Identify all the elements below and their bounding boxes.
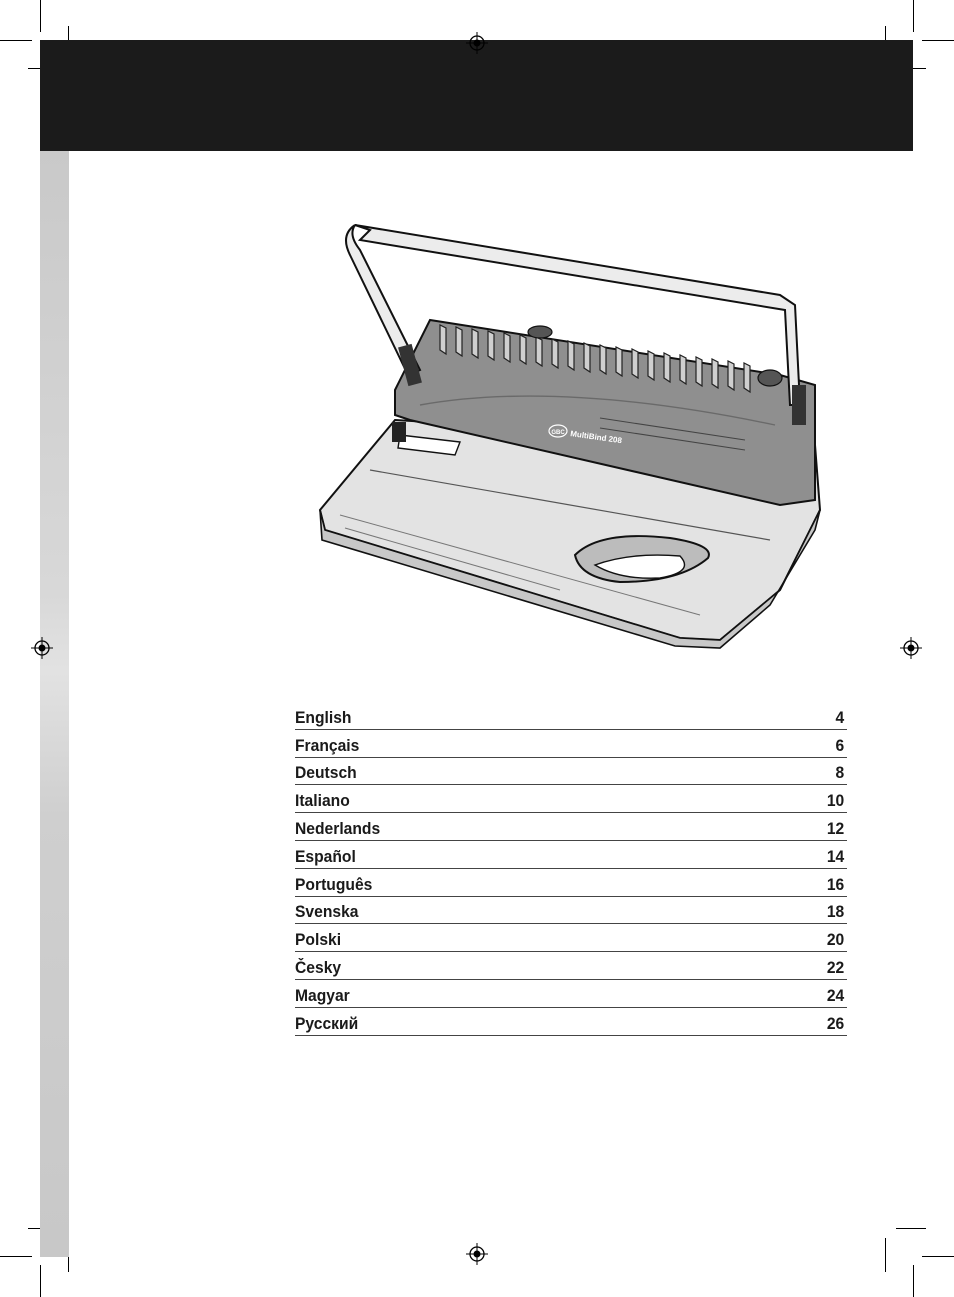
toc-row[interactable] — [295, 785, 847, 813]
language-name: Polski — [295, 930, 342, 950]
toc-row[interactable] — [295, 730, 847, 758]
language-name: Français — [295, 735, 360, 755]
brand-label: GBC — [551, 430, 565, 436]
language-name: Italiano — [295, 791, 350, 811]
page-number: 18 — [826, 902, 845, 922]
side-strip — [40, 151, 69, 1257]
toc-row[interactable] — [295, 1008, 847, 1036]
toc-row[interactable] — [295, 702, 847, 730]
page-number: 12 — [826, 818, 845, 838]
page-number: 24 — [826, 985, 845, 1005]
registration-mark-icon — [466, 32, 488, 54]
page-number: 26 — [826, 1013, 845, 1033]
binding-machine-illustration — [300, 210, 840, 650]
page-number: 16 — [826, 874, 845, 894]
toc-row[interactable] — [295, 897, 847, 925]
page-number: 14 — [826, 846, 845, 866]
language-name: Español — [295, 846, 356, 866]
toc-row[interactable] — [295, 813, 847, 841]
language-name: English — [295, 707, 352, 727]
language-name: Português — [295, 874, 373, 894]
toc-row[interactable] — [295, 758, 847, 786]
language-name: Deutsch — [295, 763, 357, 783]
model-label: MultiBind 208 — [569, 429, 623, 446]
toc-row[interactable] — [295, 952, 847, 980]
page-number: 4 — [835, 707, 845, 727]
toc-row[interactable] — [295, 841, 847, 869]
page-number: 6 — [835, 735, 845, 755]
page-number: 10 — [826, 791, 845, 811]
page-number: 20 — [826, 930, 845, 950]
toc-row[interactable] — [295, 980, 847, 1008]
page-number: 22 — [826, 957, 845, 977]
registration-mark-icon — [31, 637, 53, 659]
language-name: Magyar — [295, 985, 350, 1005]
language-name: Česky — [295, 957, 342, 977]
language-index — [295, 702, 847, 1036]
toc-row[interactable] — [295, 924, 847, 952]
registration-mark-icon — [900, 637, 922, 659]
language-name: Русский — [295, 1013, 359, 1033]
header-band — [40, 40, 913, 151]
language-name: Nederlands — [295, 818, 381, 838]
registration-mark-icon — [466, 1243, 488, 1265]
language-name: Svenska — [295, 902, 359, 922]
toc-row[interactable] — [295, 869, 847, 897]
page-number: 8 — [835, 763, 845, 783]
